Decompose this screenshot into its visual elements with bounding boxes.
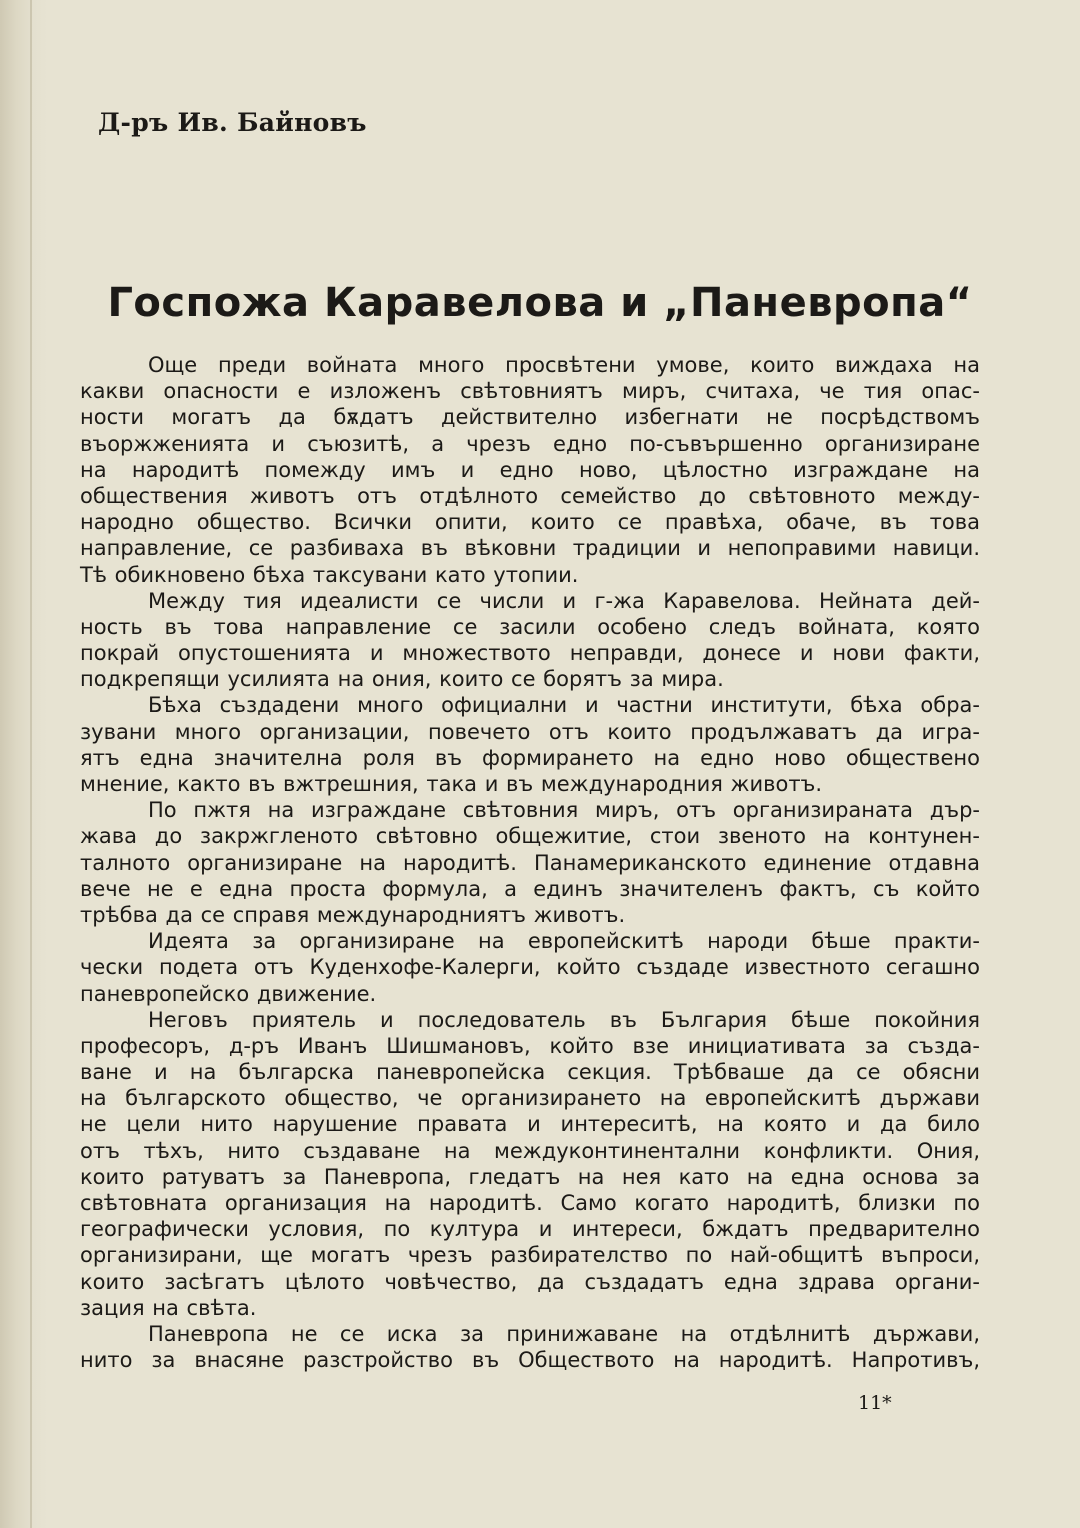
text-line: мнение, както въ вжтрешния, така и въ международния животъ. [80, 772, 823, 796]
text-line: професоръ, д-ръ Иванъ Шишмановъ, който взе инициативата за създа- [80, 1033, 980, 1058]
text-line: географически условия, по култура и интереси, бждатъ предварително [80, 1217, 980, 1242]
text-line: зация на свѣта. [80, 1295, 257, 1320]
text-line: организирани, ще могатъ чрезъ разбирателство по най-общитѣ въпроси, [80, 1243, 980, 1268]
text-line: отъ тѣхъ, нито създаване на междуконтинентални конфликти. Ония, [80, 1138, 980, 1163]
author-name: Д-ръ Ив. Байновъ [98, 108, 367, 137]
text-line: Паневропа не се иска за принижаване на отдѣлнитѣ държави, [148, 1321, 980, 1346]
text-line: чески подета отъ Куденхофе-Калерги, който създаде известното сегашно [80, 955, 980, 980]
text-line: ване и на българска паневропейска секция. Трѣбваше да се обясни [80, 1060, 980, 1085]
text-line: свѣтовната организация на народитѣ. Само когато народитѣ, близки по [80, 1191, 980, 1215]
text-line: обществения животъ отъ отдѣлното семейство до свѣтовното между- [80, 483, 980, 508]
text-line: Тѣ обикновено бѣха таксувани като утопии. [80, 562, 579, 587]
text-line: паневропейско движение. [80, 981, 377, 1006]
text-line: какви опасности е изложенъ свѣтовниятъ миръ, считаха, че тия опас- [80, 379, 980, 404]
text-line: вече не е една проста формула, а единъ значителенъ фактъ, съ който [80, 876, 980, 901]
text-line: които засѣгатъ цѣлото човѣчество, да създадатъ една здрава органи- [80, 1269, 980, 1294]
text-line: които ратуватъ за Паневропа, гледатъ на нея като на една основа за [80, 1164, 980, 1189]
text-line: покрай опустошенията и множеството неправди, донесе и нови факти, [80, 641, 980, 666]
text-line: въоржженията и съюзитѣ, а чрезъ едно по-съвършенно организиране [80, 431, 980, 456]
page-fold-line [30, 0, 32, 1528]
text-line: на народитѣ помежду имъ и едно ново, цѣлостно изграждане на [80, 457, 980, 482]
text-line: на българското общество, че организирането на европейскитѣ държави [80, 1086, 980, 1111]
text-line: нито за внасяне разстройство въ Обществото на народитѣ. Напротивъ, [80, 1348, 980, 1373]
text-line: направление, се разбиваха въ вѣковни традиции и непоправими навици. [80, 536, 980, 561]
text-line: жава до закржгленото свѣтовно общежитие, стои звеното на контунен- [80, 824, 980, 849]
text-line: подкрепящи усилията на ония, които се борятъ за мира. [80, 667, 724, 692]
text-line: зувани много организации, повечето отъ които продължаватъ да игра- [80, 719, 980, 744]
text-line: не цели нито нарушение правата и интереситѣ, на която и да било [80, 1112, 980, 1137]
text-line: ность въ това направление се засили особено следъ войната, която [80, 614, 980, 639]
text-line: Неговъ приятель и последователь въ България бѣше покойния [148, 1007, 980, 1032]
book-spine-shadow [0, 0, 48, 1528]
page-number: 11* [858, 1392, 892, 1414]
article-body [80, 352, 980, 1373]
text-line: Между тия идеалисти се числи и г-жа Каравелова. Нейната дей- [148, 588, 980, 613]
text-line: Идеята за организиране на европейскитѣ народи бѣше практи- [148, 929, 980, 954]
text-line: ности могатъ да бѫдатъ действително избегнати не посрѣдствомъ [80, 405, 980, 430]
text-line: трѣбва да се справя международниятъ животъ. [80, 902, 626, 927]
text-line: народно общество. Всички опити, които се правѣха, обаче, въ това [80, 510, 980, 535]
text-line: По пжтя на изграждане свѣтовния миръ, отъ организираната дър- [148, 798, 980, 823]
text-line: талното организиране на народитѣ. Панамериканското единение отдавна [80, 850, 980, 875]
text-line: Бѣха създадени много официални и частни институти, бѣха обра- [148, 693, 980, 718]
text-line: Още преди войната много просвѣтени умове, които виждаха на [148, 353, 980, 377]
article-title: Госпожа Каравелова и „Паневропа“ [107, 280, 973, 326]
text-line: ятъ една значителна роля въ формирането на едно ново обществено [80, 745, 980, 770]
